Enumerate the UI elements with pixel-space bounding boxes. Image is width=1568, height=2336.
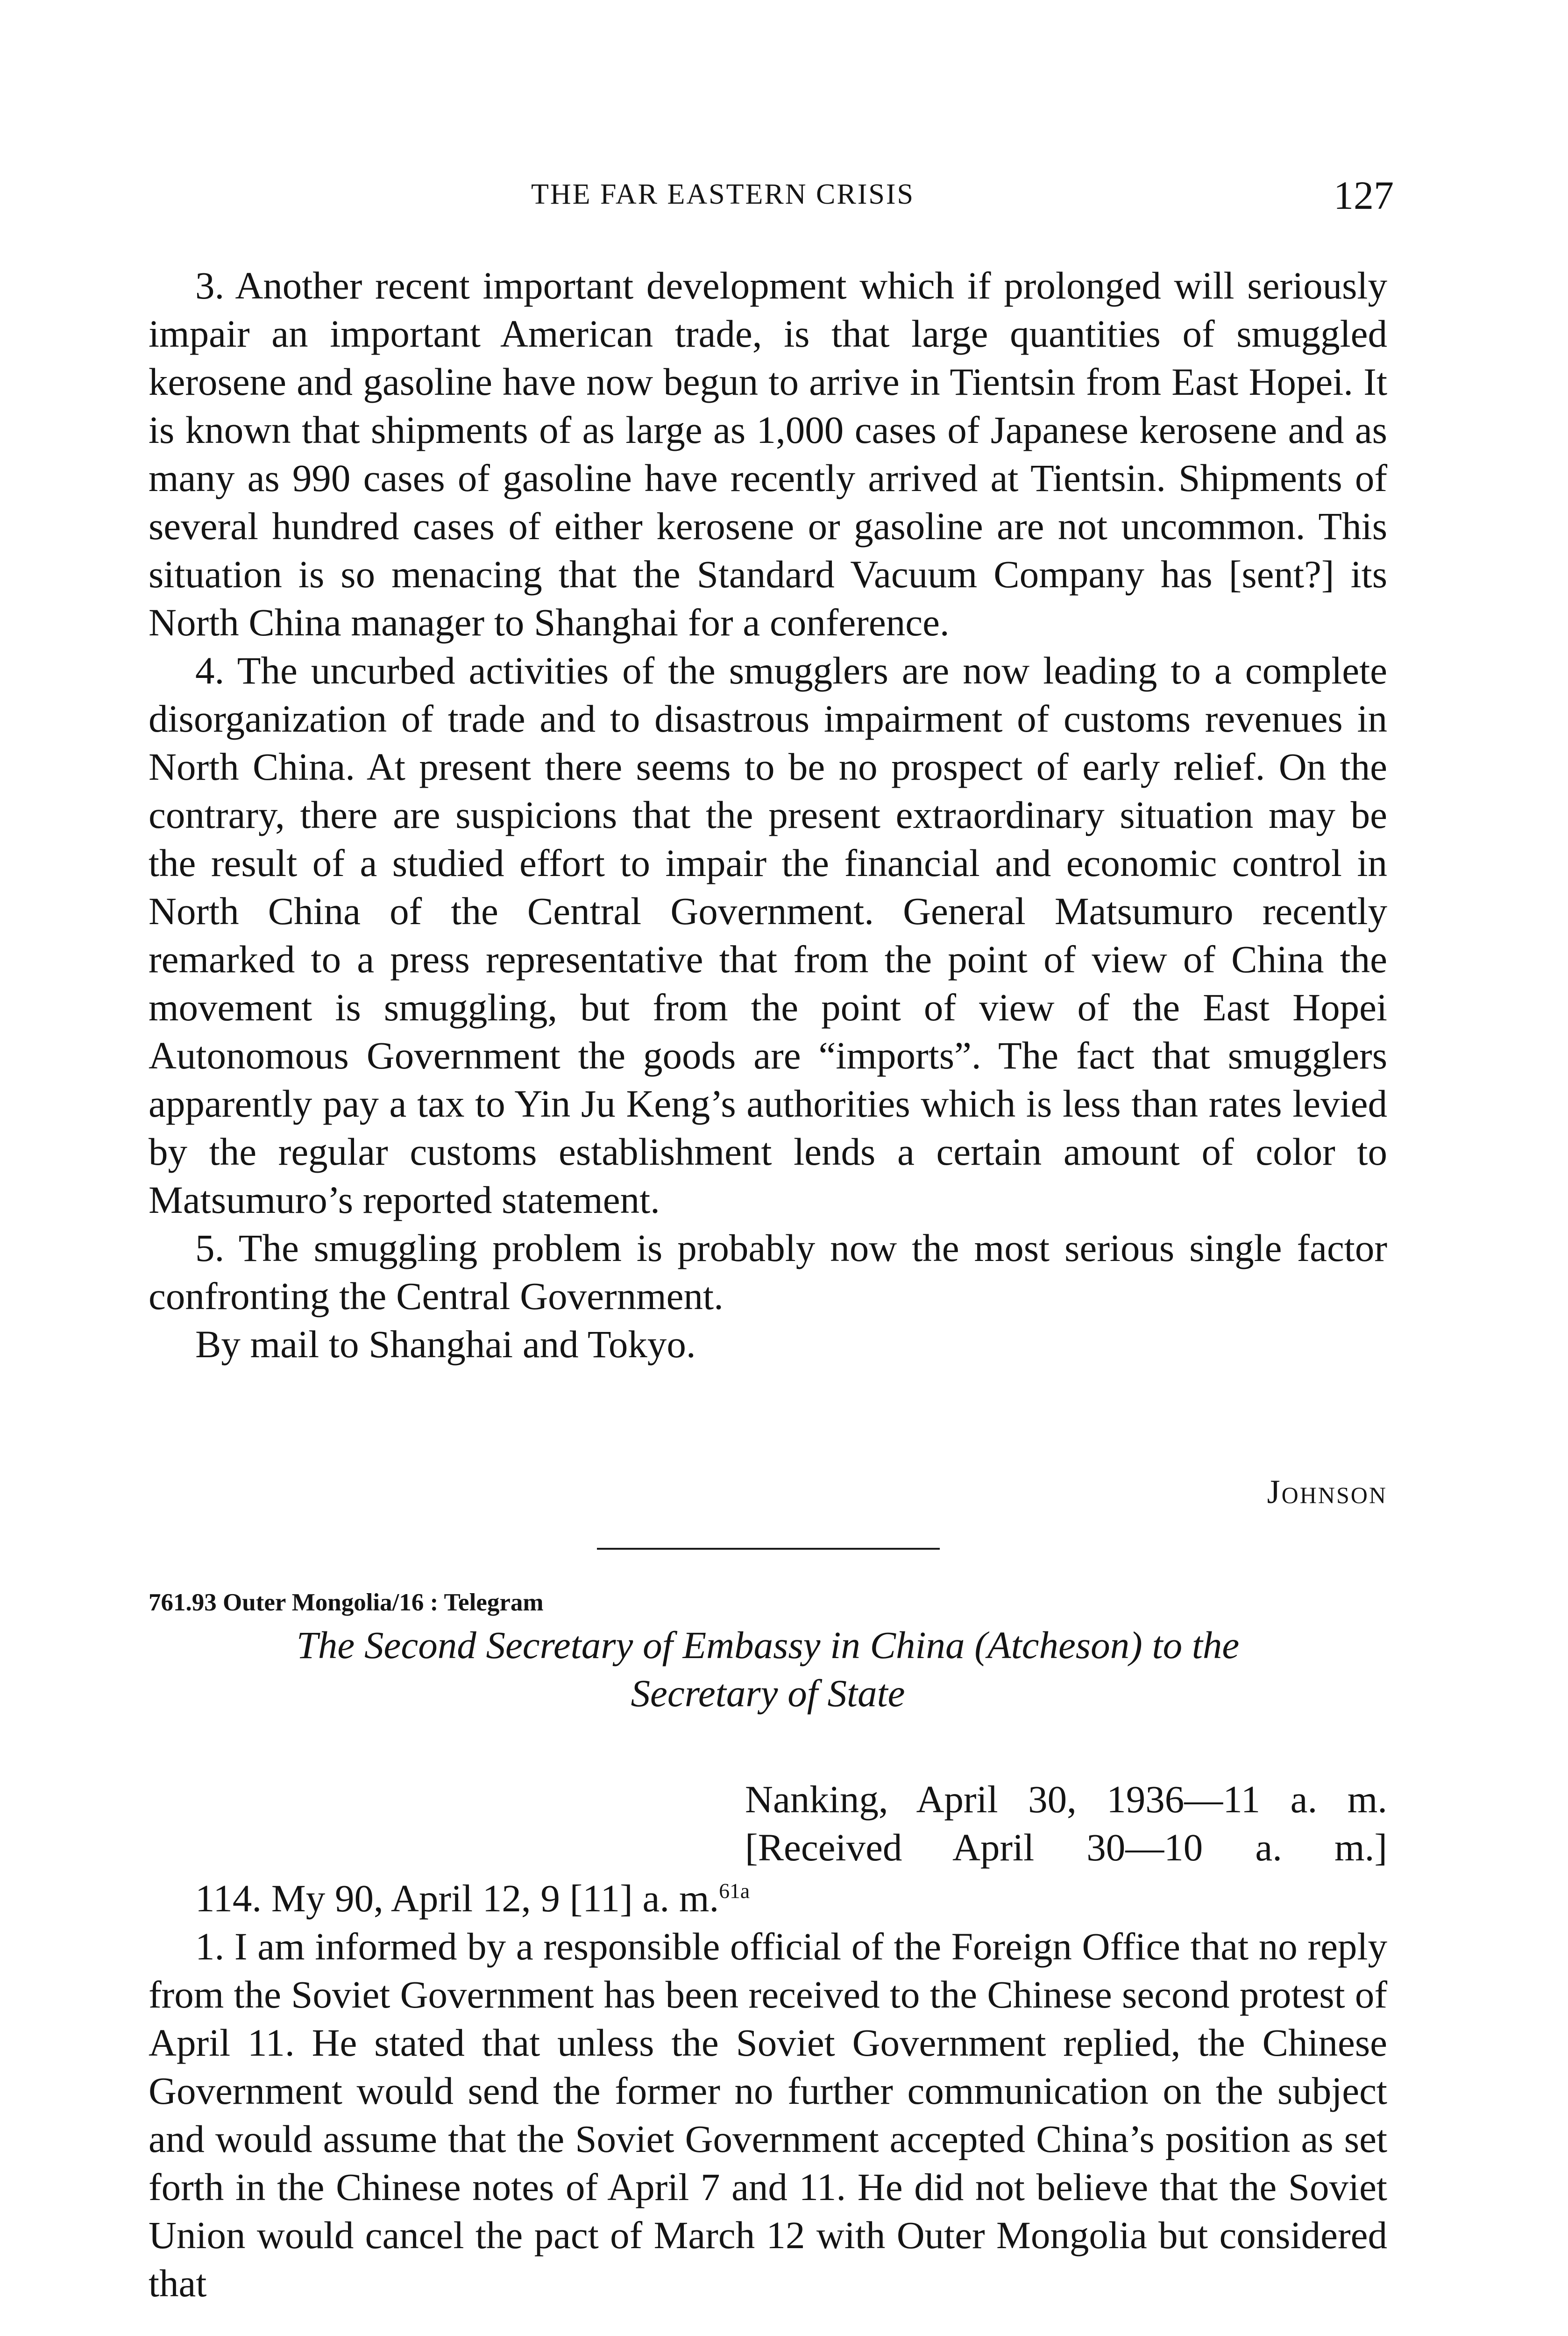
dateline xyxy=(745,1775,1387,1872)
document-title xyxy=(149,1621,1387,1717)
footnote-ref-mark: 61a xyxy=(719,1879,750,1903)
paragraph-3: 3. Another recent important development which if prolonged will seriously impair an important American trade, is that large quantities of smuggled kerosene and gasoline have now begun to arrive in Tientsin from East Hopei. It is known that shipments of as large as 1,000 cases of Japanese kerosene and as many as 990 cases of gasoline have recently arrived at Tientsin. Shipments of several hundred cases of either kerosene or gasoline are not uncommon. This situation is so menacing that the Standard Vacuum Company has [sent?] its North China manager to Shanghai for a conference. xyxy=(149,264,1387,644)
paragraph-4: 4. The uncurbed activities of the smugglers are now leading to a complete disorganization of trade and to disastrous impairment of customs revenues in North China. At present there seems to be no prospect of early relief. On the contrary, there are suspicions that the present extraordinary situation may be the result of a studied effort to impair the financial and economic control in North China of the Central Government. General Matsumuro recently remarked to a press representative that from the point of view of China the movement is smuggling, but from the point of view of the East Hopei Autonomous Government the goods are “imports”. The fact that smugglers apparently pay a tax to Yin Ju Keng’s authorities which is less than rates levied by the regular customs establishment lends a certain amount of color to Matsumuro’s reported statement. xyxy=(149,649,1387,1221)
document-title-line-2: Secretary of State xyxy=(631,1672,905,1715)
dateline-received: [Received April 30—10 a. m.] xyxy=(745,1826,1387,1869)
section-divider xyxy=(597,1548,940,1550)
document-title-line-1: The Second Secretary of Embassy in China (Atcheson) to the xyxy=(296,1624,1240,1667)
message-paragraph-1: 1. I am informed by a responsible official of the Foreign Office that no reply from the Soviet Government has been received to the Chinese second protest of April 11. He stated that unless the Soviet Government replied, the Chinese Government would send the former no further communication on the subject and would assume that the Soviet Government accepted China’s position as set forth in the Chinese notes of April 7 and 11. He did not believe that the Soviet Union would cancel the pact of March 12 with Outer Mongolia but considered that xyxy=(149,1925,1387,2305)
file-reference: 761.93 Outer Mongolia/16 : Telegram xyxy=(149,1589,544,1616)
by-mail-line: By mail to Shanghai and Tokyo. xyxy=(195,1323,696,1366)
running-header: THE FAR EASTERN CRISIS xyxy=(531,178,915,210)
signature: Johnson xyxy=(1267,1473,1387,1510)
message-reference xyxy=(149,1874,1387,1923)
message-reference-text: 114. My 90, April 12, 9 [11] a. m. xyxy=(195,1877,719,1920)
paragraph-5: 5. The smuggling problem is probably now the most serious single factor confronting the Central Government. xyxy=(149,1226,1387,1318)
body-text-top xyxy=(149,262,1387,1368)
body-text-bottom xyxy=(149,1874,1387,2308)
page-number: 127 xyxy=(1334,173,1394,218)
dateline-sent: Nanking, April 30, 1936—11 a. m. xyxy=(745,1778,1387,1821)
